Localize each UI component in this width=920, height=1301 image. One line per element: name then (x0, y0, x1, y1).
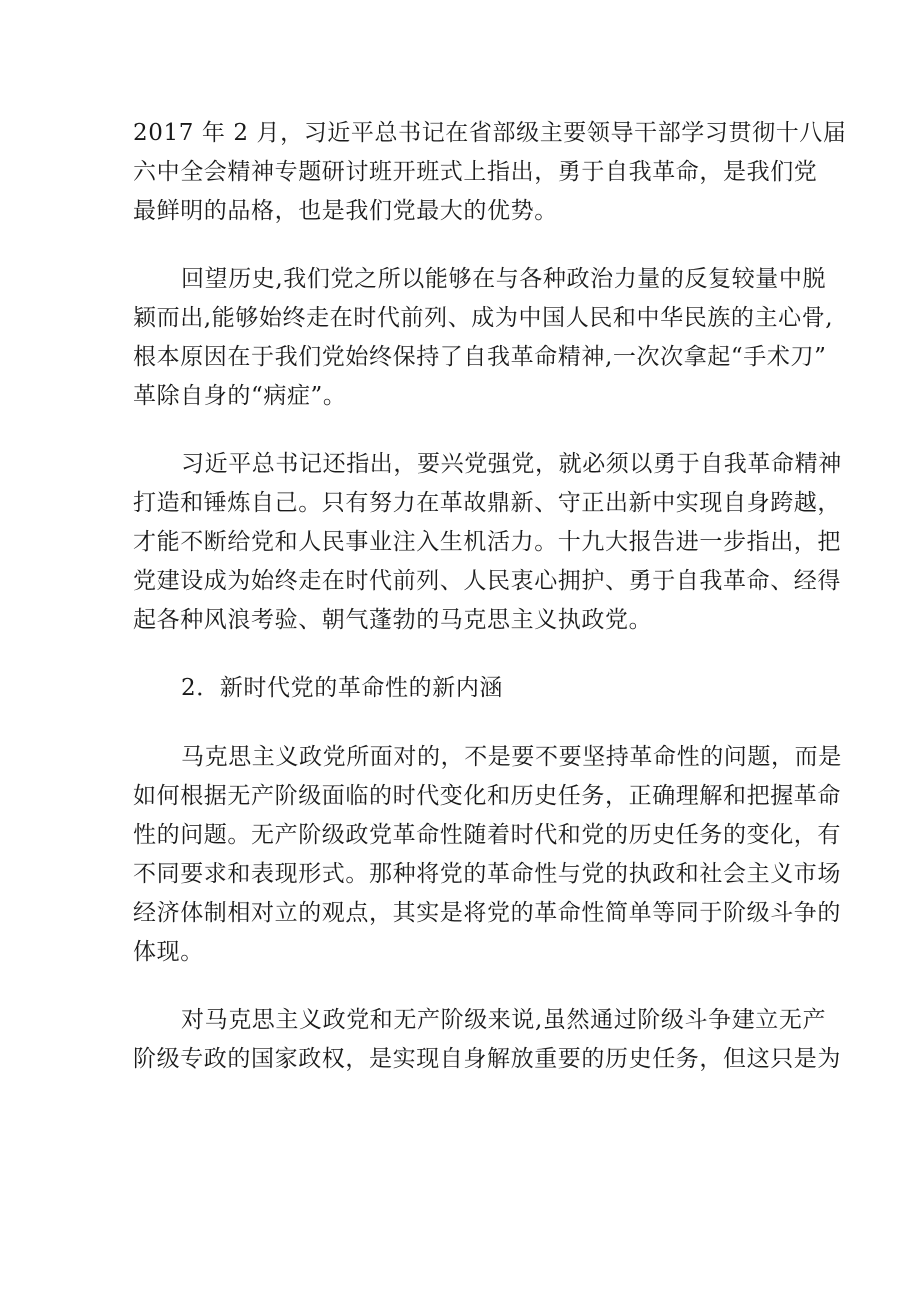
section-heading-text: 2．新时代党的革命性的新内涵 (181, 675, 504, 701)
text-line: 起各种风浪考验、朝气蓬勃的马克思主义执政党。 (133, 607, 653, 633)
text-line: 六中全会精神专题研讨班开班式上指出，勇于自我革命，是我们党 (133, 159, 818, 185)
text-line: 打造和锤炼自己。只有努力在革故鼎新、守正出新中实现自身跨越， (133, 490, 841, 516)
text-line: 最鲜明的品格，也是我们党最大的优势。 (133, 198, 558, 224)
text-line: 体现。 (133, 939, 204, 965)
text-line: 才能不断给党和人民事业注入生机活力。十九大报告进一步指出，把 (133, 529, 841, 555)
text-line: 如何根据无产阶级面临的时代变化和历史任务，正确理解和把握革命 (133, 783, 841, 809)
text-line: 性的问题。无产阶级政党革命性随着时代和党的历史任务的变化，有 (133, 822, 841, 848)
text-line: 回望历史,我们党之所以能够在与各种政治力量的反复较量中脱 (181, 266, 827, 292)
text-line: 颖而出,能够始终走在时代前列、成为中国人民和中华民族的主心骨, (133, 305, 834, 331)
text-line: 马克思主义政党所面对的，不是要不要坚持革命性的问题，而是 (181, 744, 842, 770)
text-line: 党建设成为始终走在时代前列、人民衷心拥护、勇于自我革命、经得 (133, 568, 841, 594)
text-line: 经济体制相对立的观点，其实是将党的革命性简单等同于阶级斗争的 (133, 900, 841, 926)
text-line: 革除自身的“病症”。 (133, 383, 347, 409)
text-line: 阶级专政的国家政权，是实现自身解放重要的历史任务，但这只是为 (133, 1046, 841, 1072)
text-line: 习近平总书记还指出，要兴党强党，就必须以勇于自我革命精神 (181, 451, 842, 477)
text-line: 根本原因在于我们党始终保持了自我革命精神,一次次拿起“手术刀” (133, 344, 827, 370)
text-line: 2017 年 2 月，习近平总书记在省部级主要领导干部学习贯彻十八届 (133, 120, 847, 146)
text-line: 不同要求和表现形式。那种将党的革命性与党的执政和社会主义市场 (133, 861, 841, 887)
text-line: 对马克思主义政党和无产阶级来说,虽然通过阶级斗争建立无产 (181, 1007, 827, 1033)
